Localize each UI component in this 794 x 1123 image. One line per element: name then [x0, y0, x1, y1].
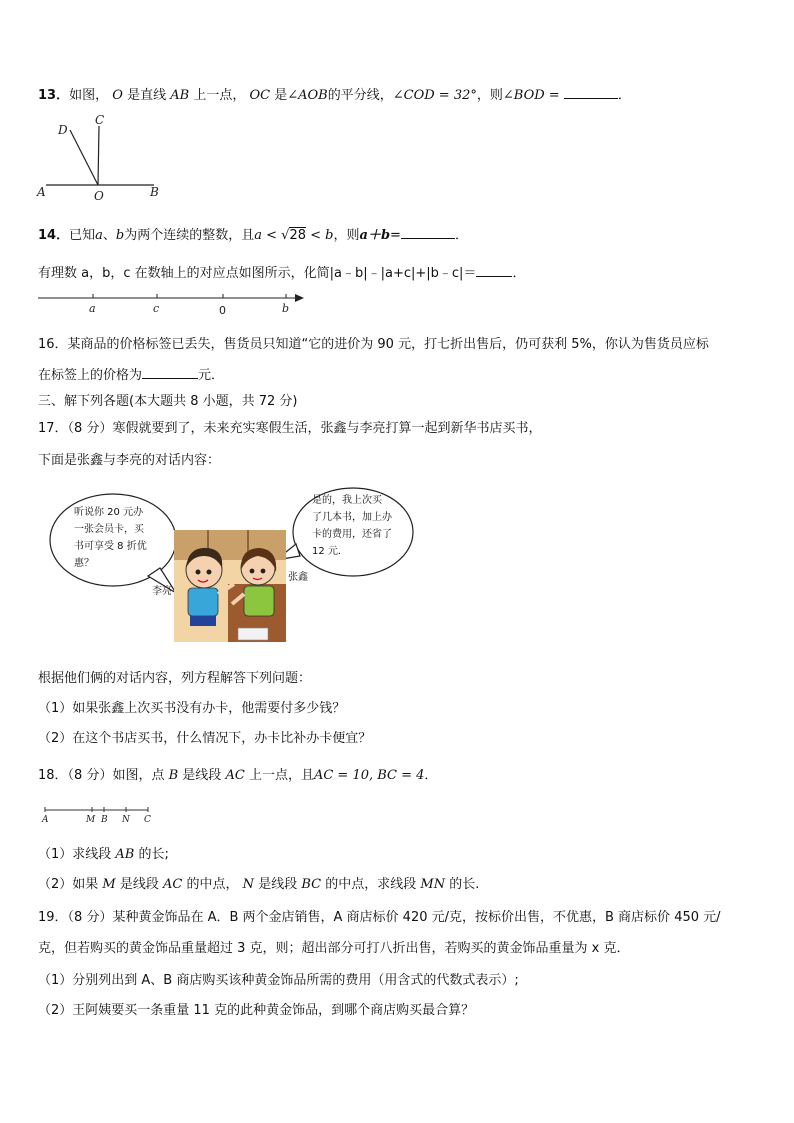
bubble-right-line: 卡的费用，还省了: [312, 529, 392, 540]
name-li-liang: 李亮: [152, 586, 172, 597]
q19-part1: （1）分别列出到 A、B 商店购买该种黄金饰品所需的费用（用含式的代数式表示）;: [38, 973, 519, 988]
q18-text: 的长;: [138, 847, 169, 862]
q13-angle-bod: ∠BOD =: [502, 88, 560, 103]
q14-text: 、: [102, 228, 116, 243]
q19-line1: 19．（8 分）某种黄金饰品在 A．B 两个金店销售，A 商店标价 420 元/克，按标价出售，不优惠，B 商店标价 450 元/: [38, 910, 721, 925]
q18-var-m: M: [102, 877, 116, 892]
label-m: M: [86, 815, 96, 825]
label-c: C: [95, 113, 105, 127]
q18-text: 是线段: [258, 877, 298, 892]
q18-text: （1）求线段: [38, 847, 112, 862]
q14-ineq-left: a <: [254, 228, 278, 243]
q18-text: 的中点，: [186, 877, 239, 892]
q17-part1: （1）如果张鑫上次买书没有办卡，他需要付多少钱？: [38, 701, 346, 716]
q14-answer-blank[interactable]: [401, 226, 455, 239]
q14-text: ，则: [333, 228, 360, 243]
q17-part2: （2）在这个书店买书，什么情况下，办卡比补办卡便宜？: [38, 731, 372, 746]
bubble-right-line: 了几本书，加上办: [312, 512, 392, 523]
bubble-left-line: 书可享受 8 折优: [74, 541, 147, 552]
q13-var-ab: AB: [170, 88, 190, 103]
q17-line1: 17．（8 分）寒假就要到了，未来充实寒假生活，张鑫与李亮打算一起到新华书店买书，: [38, 421, 542, 436]
q13-angle-cod: ∠COD = 32°: [392, 88, 477, 103]
bubble-left-line: 听说你 20 元办: [74, 507, 144, 518]
q13-figure: [36, 112, 166, 202]
q15-answer-blank[interactable]: [476, 264, 512, 277]
q14-eq: =: [390, 228, 401, 243]
section-heading: 三、解下列各题(本大题共 8 小题，共 72 分): [38, 394, 298, 409]
q18-var-b: B: [168, 768, 179, 783]
q18-var-bc: BC: [301, 877, 322, 892]
q14-radicand: 28: [289, 228, 306, 243]
q14-line: [38, 224, 468, 243]
q18-end: ．: [424, 768, 438, 783]
q14-var-b: b: [115, 228, 125, 243]
q16-text: 元．: [198, 368, 225, 383]
bubble-right-text: [312, 492, 392, 560]
q14-var-a: a: [95, 228, 103, 243]
q13-text: 的平分线，: [327, 88, 393, 103]
label-o: O: [94, 189, 104, 203]
q18-var-ac: AC: [225, 768, 245, 783]
q13-var-oc: OC: [249, 88, 271, 103]
q16-text: 在标签上的价格为: [38, 368, 143, 383]
q16-line1: 16．某商品的价格标签已丢失，售货员只知道“它的进价为 90 元，打七折出售后，仍可获利 5%，你认为售货员应标: [38, 337, 709, 352]
q14-ineq-right: < b: [310, 228, 334, 243]
label-b: B: [150, 185, 159, 199]
label-a: A: [42, 815, 49, 825]
cartoon-picture: [174, 530, 286, 642]
q15-end: ．: [512, 266, 526, 281]
axis-arrow-icon: [295, 294, 304, 302]
label-b: b: [282, 302, 290, 315]
label-zero: 0: [219, 304, 226, 317]
q18-text: 上一点，且: [248, 768, 314, 783]
kid-left-shirt: [188, 588, 218, 616]
q15-line: [38, 262, 525, 281]
label-a: A: [37, 185, 46, 199]
q13-text: 上一点，: [193, 88, 246, 103]
q18-text: 的中点，求线段: [325, 877, 417, 892]
q14-number: 14．: [38, 228, 70, 243]
q13-text: 是: [274, 88, 288, 103]
label-c: c: [153, 302, 160, 315]
q13-text: ，则: [476, 88, 503, 103]
name-zhang-xin: 张鑫: [288, 572, 308, 583]
q15-number-line: [36, 290, 311, 318]
q18-part2: [38, 873, 479, 892]
q18-text: （2）如果: [38, 877, 99, 892]
q14-text: 为两个连续的整数，且: [124, 228, 255, 243]
q18-text: 的长.: [449, 877, 480, 892]
bubble-left-line: 一张会员卡，买: [74, 524, 144, 535]
q18-var-mn: MN: [420, 877, 446, 892]
q18-text: 是线段: [182, 768, 222, 783]
sqrt-sign: √: [281, 228, 290, 243]
q13-line: [38, 84, 631, 103]
q13-number: 13．: [38, 88, 70, 103]
q17-line2: 下面是张鑫与李亮的对话内容：: [38, 453, 221, 468]
bubble-left-text: [74, 504, 147, 572]
q18-var-ac: AC: [163, 877, 183, 892]
label-b: B: [101, 815, 108, 825]
q13-answer-blank[interactable]: [564, 86, 618, 99]
q19-part2: （2）王阿姨要买一条重量 11 克的此种黄金饰品，到哪个商店购买最合算？: [38, 1003, 475, 1018]
label-n: N: [122, 815, 130, 825]
q13-text: 如图，: [69, 88, 109, 103]
q17-intro: 根据他们俩的对话内容，列方程解答下列问题：: [38, 671, 312, 686]
q13-text: 是直线: [127, 88, 167, 103]
q18-segment-figure: [40, 804, 160, 826]
q19-line2: 克，但若购买的黄金饰品重量超过 3 克，则；超出部分可打八折出售，若购买的黄金饰品重量为 x 克．: [38, 941, 630, 956]
label-c: C: [144, 815, 151, 825]
q18-text: 是线段: [119, 877, 159, 892]
bubble-left-line: 惠？: [74, 558, 94, 569]
bubble-right-line: 12 元．: [312, 546, 348, 557]
q18-var-n: N: [242, 877, 255, 892]
q15-text: 有理数 a，b，c 在数轴上的对应点如图所示，化简|a﹣b|﹣|a+c|+|b﹣c|＝: [38, 266, 477, 281]
ray-oc: [98, 126, 99, 185]
q16-answer-blank[interactable]: [142, 366, 198, 379]
q18-line: [38, 764, 437, 783]
q13-end: ．: [617, 88, 631, 103]
q18-var-ab: AB: [115, 847, 135, 862]
q18-condition: AC = 10, BC = 4: [313, 768, 425, 783]
q18-text: 18．（8 分）如图，点: [38, 768, 165, 783]
q18-part1: [38, 843, 169, 862]
q14-end: ．: [454, 228, 468, 243]
q13-var-o: O: [112, 88, 123, 103]
ray-od: [70, 130, 98, 185]
q14-text: 已知: [69, 228, 96, 243]
q16-line2: [38, 364, 224, 383]
label-a: a: [89, 302, 96, 315]
q14-sum: a＋b: [359, 228, 391, 243]
kid-right-shirt: [244, 586, 274, 616]
bubble-right-line: 是的，我上次买: [312, 495, 382, 506]
q13-angle-aob: ∠AOB: [287, 88, 328, 103]
label-d: D: [58, 123, 68, 137]
